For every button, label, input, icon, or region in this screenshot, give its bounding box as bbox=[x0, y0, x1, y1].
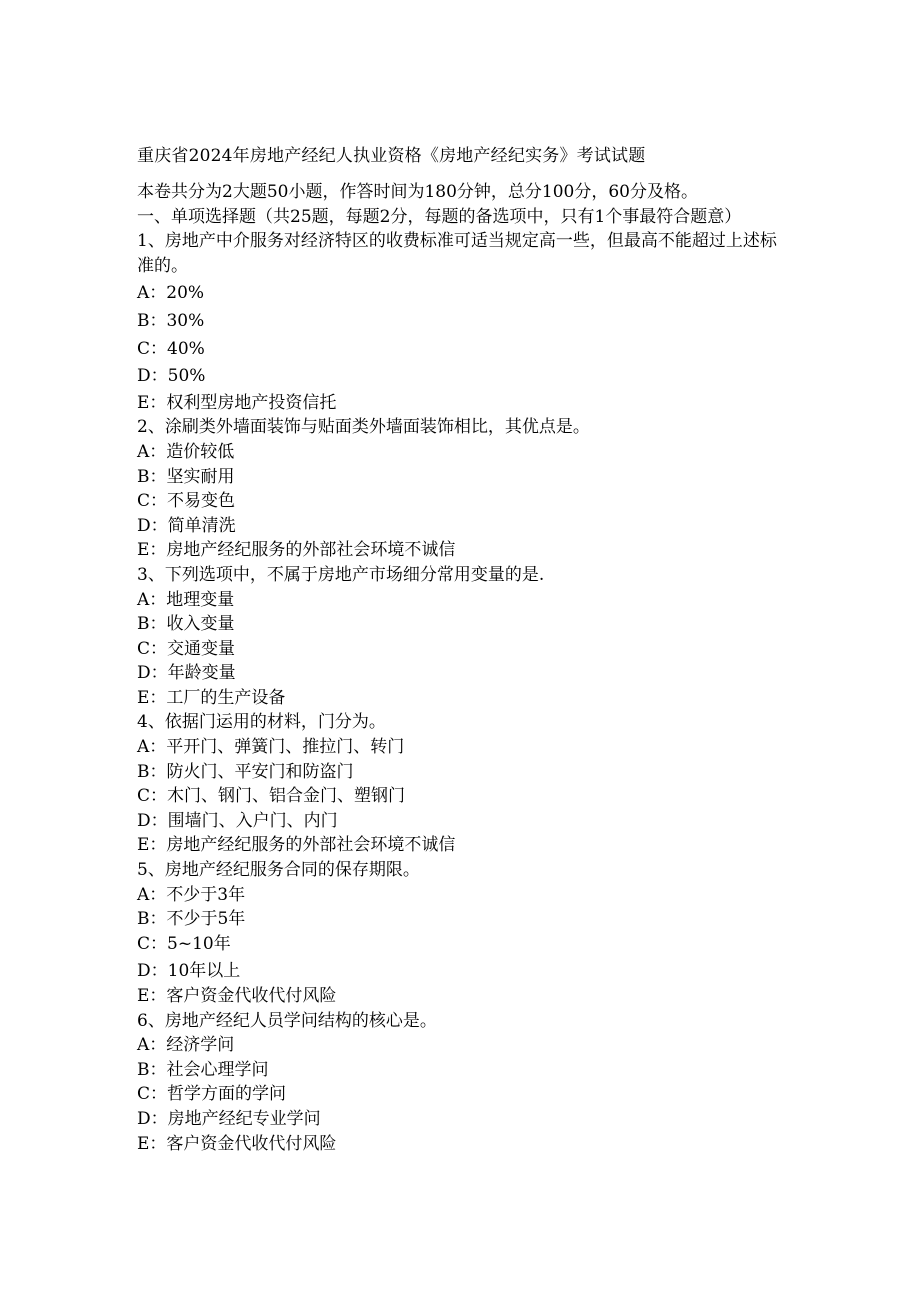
option-a: A：经济学问 bbox=[137, 1035, 235, 1056]
document-body bbox=[137, 180, 787, 1156]
option-e: E：工厂的生产设备 bbox=[137, 687, 286, 708]
option-c: C：交通变量 bbox=[137, 638, 236, 659]
option-b: B：防火门、平安门和防盗门 bbox=[137, 761, 354, 782]
option-b: B：不少于5年 bbox=[137, 909, 246, 930]
option-b: B：坚实耐用 bbox=[137, 466, 235, 487]
section-heading: 一、单项选择题（共25题，每题2分，每题的备选项中，只有1个事最符合题意） bbox=[137, 206, 742, 227]
question-stem: 4、依据门运用的材料，门分为。 bbox=[137, 712, 386, 733]
option-d: D：10年以上 bbox=[137, 961, 241, 982]
question-block-4 bbox=[137, 710, 787, 858]
option-e: E：权利型房地产投资信托 bbox=[137, 392, 337, 413]
question-stem: 2、涂刷类外墙面装饰与贴面类外墙面装饰相比，其优点是。 bbox=[137, 417, 590, 438]
option-b: B：社会心理学问 bbox=[137, 1059, 269, 1080]
option-c: C：不易变色 bbox=[137, 491, 236, 512]
option-a: A：地理变量 bbox=[137, 589, 235, 610]
question-block-2 bbox=[137, 415, 787, 563]
option-c: C：40% bbox=[137, 338, 205, 359]
option-a: A：平开门、弹簧门、推拉门、转门 bbox=[137, 737, 405, 758]
option-c: C：木门、钢门、铝合金门、塑钢门 bbox=[137, 786, 406, 807]
option-b: B：收入变量 bbox=[137, 614, 235, 635]
option-a: A：造价较低 bbox=[137, 441, 235, 462]
option-d: D：年龄变量 bbox=[137, 663, 236, 684]
question-block-3 bbox=[137, 563, 787, 711]
option-c: C：5~10年 bbox=[137, 933, 231, 954]
document-title: 重庆省2024年房地产经纪人执业资格《房地产经纪实务》考试试题 bbox=[137, 146, 646, 166]
question-stem: 5、房地产经纪服务合同的保存期限。 bbox=[137, 860, 420, 881]
question-stem: 3、下列选项中，不属于房地产市场细分常用变量的是. bbox=[137, 564, 545, 585]
option-e: E：客户资金代收代付风险 bbox=[137, 1133, 337, 1154]
option-a: A：20% bbox=[137, 283, 205, 304]
question-stem: 6、房地产经纪人员学问结构的核心是。 bbox=[137, 1010, 437, 1031]
option-d: D：围墙门、入户门、内门 bbox=[137, 810, 338, 831]
option-d: D：房地产经纪专业学问 bbox=[137, 1108, 321, 1129]
option-e: E：房地产经纪服务的外部社会环境不诚信 bbox=[137, 835, 456, 856]
exam-intro: 本卷共分为2大题50小题，作答时间为180分钟，总分100分，60分及格。 bbox=[137, 182, 698, 202]
option-a: A：不少于3年 bbox=[137, 884, 246, 905]
question-block-6 bbox=[137, 1009, 787, 1157]
option-e: E：客户资金代收代付风险 bbox=[137, 986, 337, 1006]
question-block-5 bbox=[137, 858, 787, 1009]
option-c: C：哲学方面的学问 bbox=[137, 1084, 287, 1105]
option-b: B：30% bbox=[137, 310, 205, 331]
option-e: E：房地产经纪服务的外部社会环境不诚信 bbox=[137, 540, 456, 561]
option-d: D：50% bbox=[137, 366, 206, 387]
question-block-1 bbox=[137, 229, 787, 415]
question-stem: 1、房地产中介服务对经济特区的收费标准可适当规定高一些，但最高不能超过上述标准的。 bbox=[137, 231, 777, 276]
option-d: D：简单清洗 bbox=[137, 515, 236, 536]
